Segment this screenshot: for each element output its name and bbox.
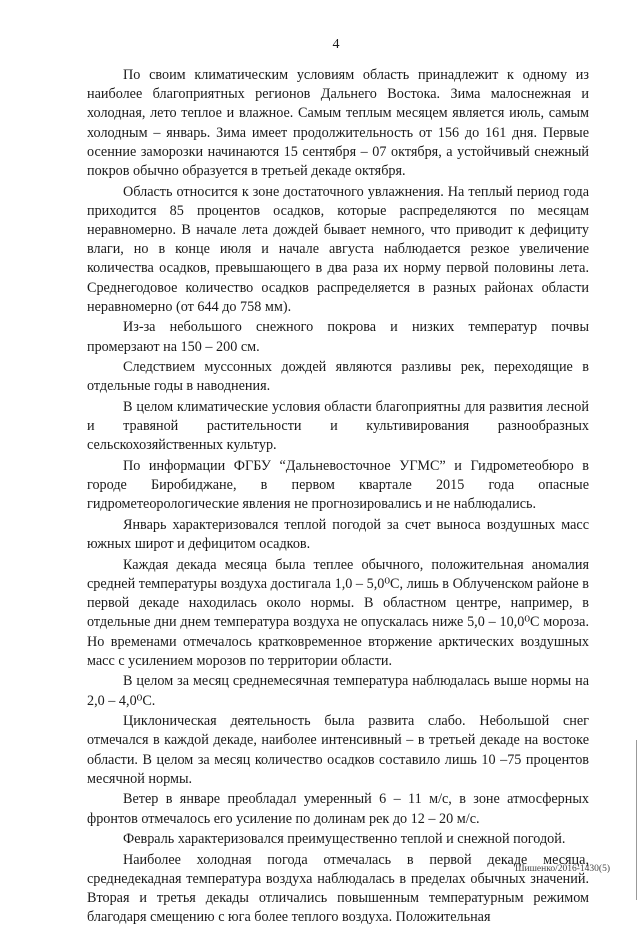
paragraph-wind: Ветер в январе преобладал умеренный 6 – 11 м/с, в зоне атмосферных фронтов отмечалось его усиление по долинам рек до 12 – 20 м/с. [87, 791, 589, 827]
paragraph-january: Январь характеризовался теплой погодой за счет выноса воздушных масс южных широт и дефицитом осадков. [87, 517, 589, 553]
paragraph-cyclonic: Циклоническая деятельность была развита слабо. Небольшой снег отмечался в каждой декаде, наиболее интенсивный – в третьей декаде на востоке области. В целом за месяц количество осадков составило лишь 10 –75 процентов месячной нормы. [87, 713, 589, 787]
page-edge-line [636, 740, 637, 900]
document-code: Шишенко/2016-1430(5) [514, 864, 610, 874]
paragraph-conditions: В целом климатические условия области благоприятны для развития лесной и травяной растительности и культивирования разнообразных сельскохозяйственных культур. [87, 399, 589, 454]
paragraph-february: Февраль характеризовался преимущественно теплой и снежной погодой. [123, 831, 566, 848]
paragraph-information: По информации ФГБУ “Дальневосточное УГМС” и Гидрометеобюро в городе Биробиджане, в первом квартале 2015 года опасные гидрометеорологические явления не прогнозировались и не наблюдались. [87, 458, 589, 513]
paragraph-decades: Каждая декада месяца была теплее обычного, положительная аномалия средней температуры воздуха достигала 1,0 – 5,0⁰С, лишь в Облученском районе в первой декаде находилась около нормы. В областном центре, например, в отдельные дни днем температура воздуха не опускалась ниже 5,0 – 10,0⁰С мороза. Но временами отмечалось кратковременное вторжение арктических воздушных масс с усилением морозов по территории области. [87, 556, 589, 669]
paragraph-soil-freezing: Из-за небольшого снежного покрова и низких температур почвы промерзают на 150 – 200 см. [87, 319, 589, 355]
paragraph-monsoon: Следствием муссонных дождей являются разливы рек, переходящие в отдельные годы в наводнения. [87, 359, 589, 395]
paragraph-monthly-temp: В целом за месяц среднемесячная температура наблюдалась выше нормы на 2,0 – 4,0⁰С. [87, 673, 589, 709]
paragraph-cold-weather: Наиболее холодная погода отмечалась в первой декаде месяца, среднедекадная температура воздуха наблюдалась в пределах обычных значений. Вторая и третья декады отличались повышенным температурным режимом благодаря смещению с юга более теплого воздуха. Положительная [87, 851, 589, 926]
document-body [87, 66, 589, 929]
page-number: 4 [332, 37, 340, 52]
paragraph-humidity: Область относится к зоне достаточного увлажнения. На теплый период года приходится 85 процентов осадков, которые распределяются по месяцам неравномерно. В начале лета дождей бывает немного, что приводит к дефициту влаги, но в конце июля и начале августа наблюдается резкое увеличение количества осадков, превышающего в два раза их норму первой половины лета. Среднегодовое количество осадков распределяется в разных районах области неравномерно (от 644 до 758 мм). [87, 183, 589, 315]
paragraph-climate: По своим климатическим условиям область принадлежит к одному из наиболее благоприятных регионов Дальнего Востока. Зима малоснежная и холодная, лето теплое и влажное. Самым теплым месяцем является июль, самым холодным – январь. Зима имеет продолжительность от 156 до 161 дня. Первые осенние заморозки начинаются 15 сентября – 07 октября, а устойчивый снежный покров обычно образуется в третьей декаде октября. [87, 67, 589, 180]
